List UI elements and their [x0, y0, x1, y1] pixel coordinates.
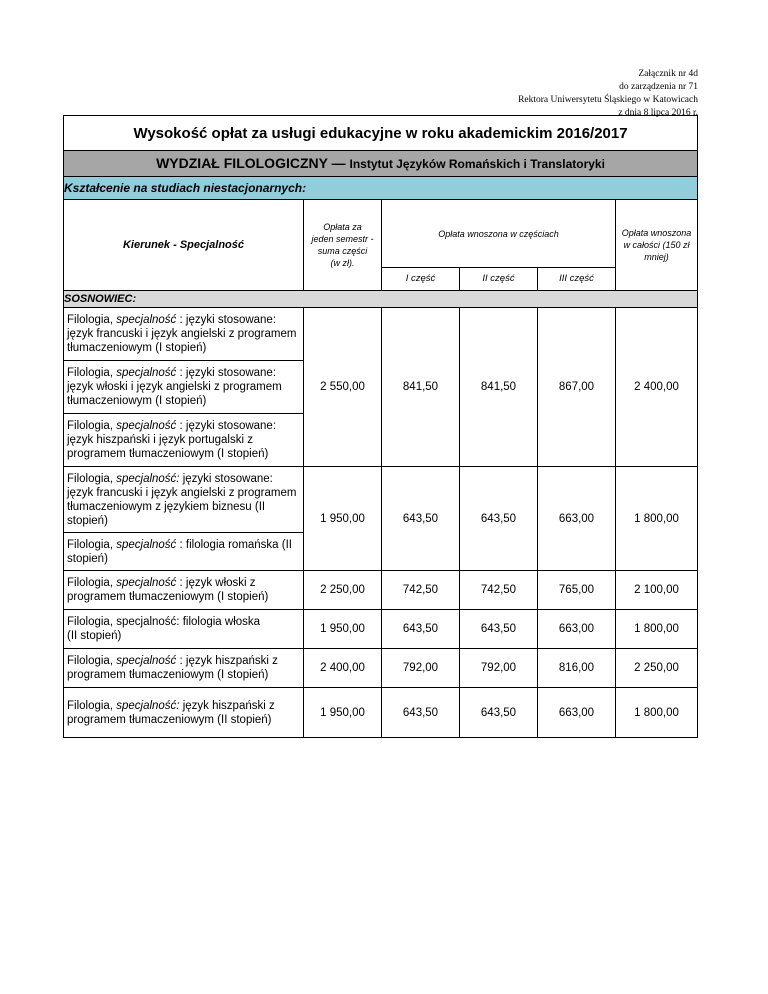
value-part-2: 841,50: [460, 308, 538, 467]
faculty-name: WYDZIAŁ FILOLOGICZNY —: [156, 154, 350, 171]
value-part-3: 867,00: [538, 308, 616, 467]
annex-line: do zarządzenia nr 71: [619, 82, 698, 92]
header-kierunek: Kierunek - Specjalność: [64, 200, 304, 291]
header-part-2: II część: [460, 268, 538, 291]
annex-line: z dnia 8 lipca 2016 r.: [618, 108, 698, 118]
header-text: mniej): [644, 252, 669, 262]
value-part-2: 742,50: [460, 571, 538, 610]
header-text: suma części: [317, 246, 368, 256]
header-part-3: III część: [538, 268, 616, 291]
program-name: Filologia, specjalność : filologia romańska (II stopień): [64, 533, 304, 571]
header-part-1: I część: [382, 268, 460, 291]
value-total: 2 250,00: [616, 649, 698, 688]
value-per-semester: 2 400,00: [304, 649, 382, 688]
value-per-semester: 2 250,00: [304, 571, 382, 610]
annex-note: [518, 68, 698, 120]
faculty-header: [64, 151, 698, 177]
value-per-semester: 1 950,00: [304, 467, 382, 571]
value-part-1: 841,50: [382, 308, 460, 467]
city-header: SOSNOWIEC:: [64, 291, 698, 308]
header-text: Opłata wnoszona: [621, 228, 692, 238]
document-title: Wysokość opłat za usługi edukacyjne w roku akademickim 2016/2017: [64, 116, 698, 151]
value-part-2: 643,50: [460, 467, 538, 571]
program-name: Filologia, specjalność: język hiszpański z programem tłumaczeniowym (II stopień): [64, 688, 304, 738]
value-part-3: 663,00: [538, 610, 616, 649]
institute-name: Instytut Języków Romańskich i Translatoryki: [349, 156, 605, 171]
header-installments: Opłata wnoszona w częściach: [382, 200, 616, 268]
header-text: w całości (150 zł: [623, 240, 690, 250]
value-part-3: 816,00: [538, 649, 616, 688]
value-part-2: 792,00: [460, 649, 538, 688]
program-name: Filologia, specjalność: języki stosowane: język francuski i język angielski z programem tłumaczeniowym z językiem biznesu (II stopień): [64, 467, 304, 533]
header-text: jeden semestr -: [311, 234, 374, 244]
value-total: 1 800,00: [616, 688, 698, 738]
header-per-semester: [304, 200, 382, 291]
value-per-semester: 2 550,00: [304, 308, 382, 467]
value-part-1: 643,50: [382, 467, 460, 571]
fees-table: [63, 115, 698, 738]
value-total: 1 800,00: [616, 610, 698, 649]
program-name: Filologia, specjalność : języki stosowane: język hiszpański i język portugalski z programem tłumaczeniowym (I stopień): [64, 414, 304, 467]
program-name: Filologia, specjalność: filologia włoska (II stopień): [64, 610, 304, 649]
value-per-semester: 1 950,00: [304, 688, 382, 738]
value-part-2: 643,50: [460, 610, 538, 649]
value-part-3: 663,00: [538, 467, 616, 571]
value-per-semester: 1 950,00: [304, 610, 382, 649]
header-total: [616, 200, 698, 291]
value-total: 2 100,00: [616, 571, 698, 610]
value-part-3: 765,00: [538, 571, 616, 610]
program-name: Filologia, specjalność : języki stosowane: język francuski i język angielski z programem tłumaczeniowym (I stopień): [64, 308, 304, 361]
header-text: Opłata za: [323, 222, 362, 232]
value-part-2: 643,50: [460, 688, 538, 738]
program-name: Filologia, specjalność : języki stosowane: język włoski i język angielski z programem tłumaczeniowym (I stopień): [64, 361, 304, 414]
value-part-1: 792,00: [382, 649, 460, 688]
study-mode: Kształcenie na studiach niestacjonarnych:: [64, 177, 698, 200]
value-part-1: 643,50: [382, 610, 460, 649]
annex-line: Załącznik nr 4d: [638, 69, 698, 79]
program-name: Filologia, specjalność : język włoski z programem tłumaczeniowym (I stopień): [64, 571, 304, 610]
value-part-1: 742,50: [382, 571, 460, 610]
value-part-1: 643,50: [382, 688, 460, 738]
program-name: Filologia, specjalność : język hiszpański z programem tłumaczeniowym (I stopień): [64, 649, 304, 688]
value-total: 1 800,00: [616, 467, 698, 571]
header-text: (w zł).: [330, 258, 355, 268]
value-part-3: 663,00: [538, 688, 616, 738]
value-total: 2 400,00: [616, 308, 698, 467]
annex-line: Rektora Uniwersytetu Śląskiego w Katowicach: [518, 95, 698, 105]
